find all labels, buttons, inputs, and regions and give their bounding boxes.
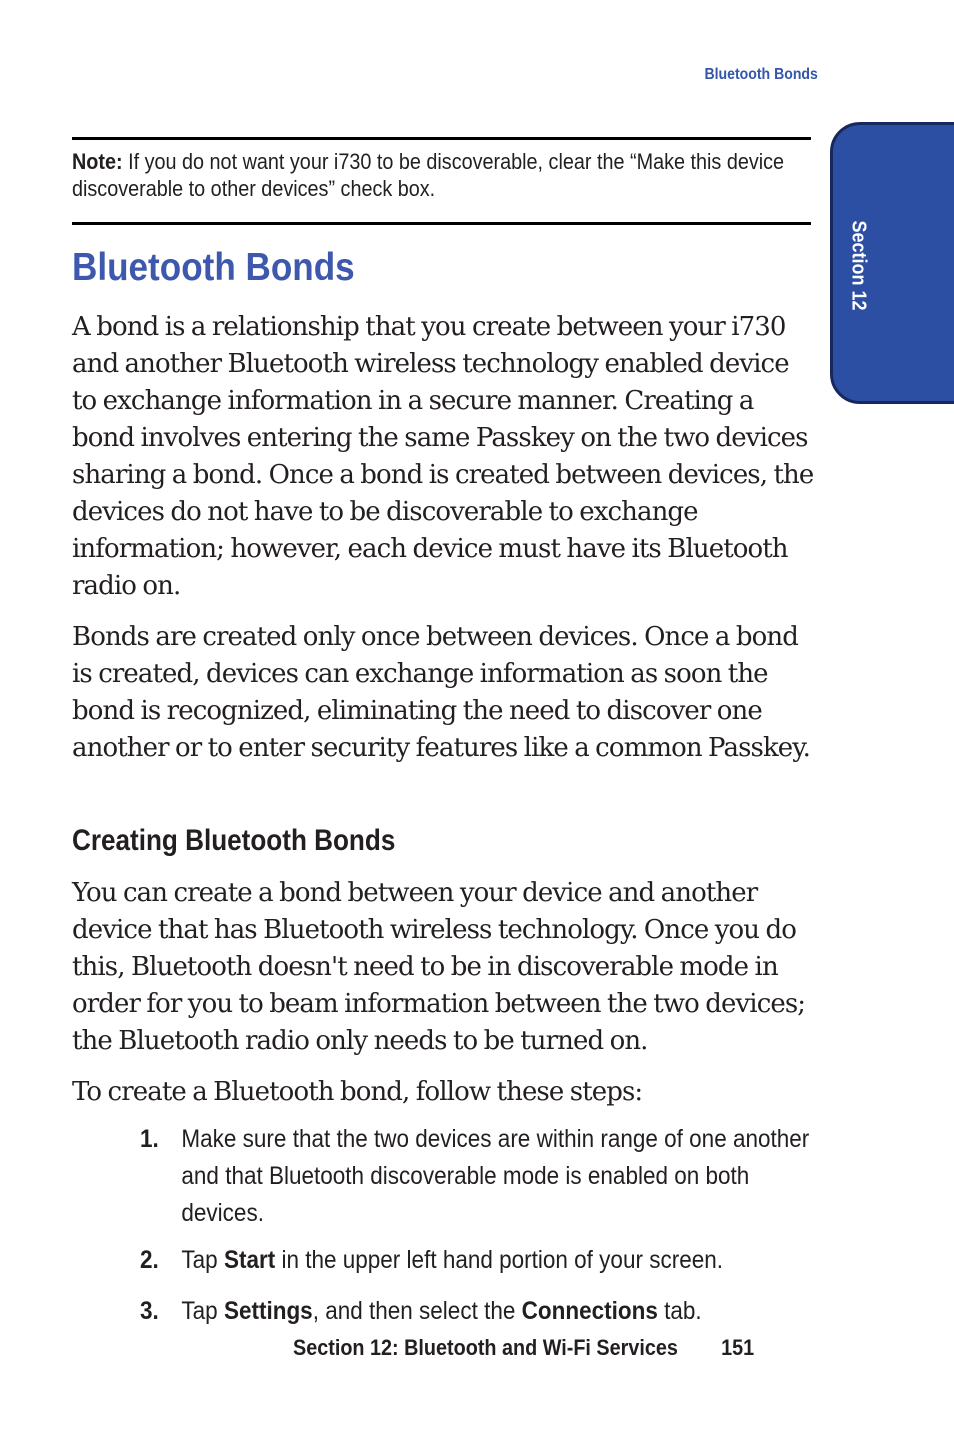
step-number: 3. — [140, 1297, 159, 1325]
step-number: 2. — [140, 1246, 159, 1274]
step-text-bold-settings: Settings — [223, 1297, 313, 1325]
step-text-bold-start: Start — [223, 1246, 276, 1274]
paragraph-bond-definition: A bond is a relationship that you create between your i730 and another Bluetooth wireless technology enabled device to exchange information in a secure manner. Creating a bond involves entering the same Passkey on the two devices sharing a bond. Once a bond is created between devices, the devices do not have to be discoverable to exchange information; however, each device must have its Bluetooth radio on. — [72, 312, 814, 601]
steps-list — [140, 1121, 830, 1330]
step-text-part: Tap — [181, 1297, 224, 1325]
step-text-part: Tap — [181, 1246, 224, 1274]
step-text — [181, 1121, 824, 1232]
running-header: Bluetooth Bonds — [704, 66, 818, 83]
page-footer — [293, 1335, 754, 1361]
paragraph-bond-creation: Bonds are created only once between devices. Once a bond is created, devices can exchange information as soon the bond is recognized, eliminating the need to discover one another or to enter security features like a common Passkey. — [72, 622, 810, 763]
footer-section-title: Section 12: Bluetooth and Wi-Fi Services — [293, 1335, 678, 1360]
step-number: 1. — [140, 1125, 159, 1153]
step-item — [140, 1242, 824, 1279]
step-text-part: tab. — [657, 1297, 702, 1325]
step-text — [181, 1242, 824, 1279]
note-box — [72, 137, 811, 225]
subheading: Creating Bluetooth Bonds — [72, 824, 396, 857]
note-text: If you do not want your i730 to be discoverable, clear the “Make this device discoverable to other devices” check box. — [72, 149, 785, 201]
step-item — [140, 1293, 824, 1330]
step-text-bold-connections: Connections — [521, 1297, 658, 1325]
note-content — [72, 148, 810, 202]
step-text — [181, 1293, 824, 1330]
section-heading: Bluetooth Bonds — [72, 246, 355, 289]
section-tab-label: Section 12 — [847, 220, 870, 311]
step-text-part: , and then select the — [312, 1297, 522, 1325]
note-label: Note: — [72, 149, 123, 174]
page-number: 151 — [721, 1335, 755, 1360]
step-item — [140, 1121, 824, 1232]
step-text-part: in the upper left hand portion of your screen. — [275, 1246, 724, 1274]
section-tab-label-wrap — [838, 208, 878, 323]
step-text-part: Make sure that the two devices are within range of one another and that Bluetooth discoverable mode is enabled on both devices. — [181, 1125, 810, 1227]
paragraph-create-bond: You can create a bond between your device and another device that has Bluetooth wireless technology. Once you do this, Bluetooth doesn't need to be in discoverable mode in order for you to beam information between the two devices; the Bluetooth radio only needs to be turned on. — [72, 878, 806, 1056]
paragraph-steps-intro: To create a Bluetooth bond, follow these steps: — [72, 1077, 643, 1107]
